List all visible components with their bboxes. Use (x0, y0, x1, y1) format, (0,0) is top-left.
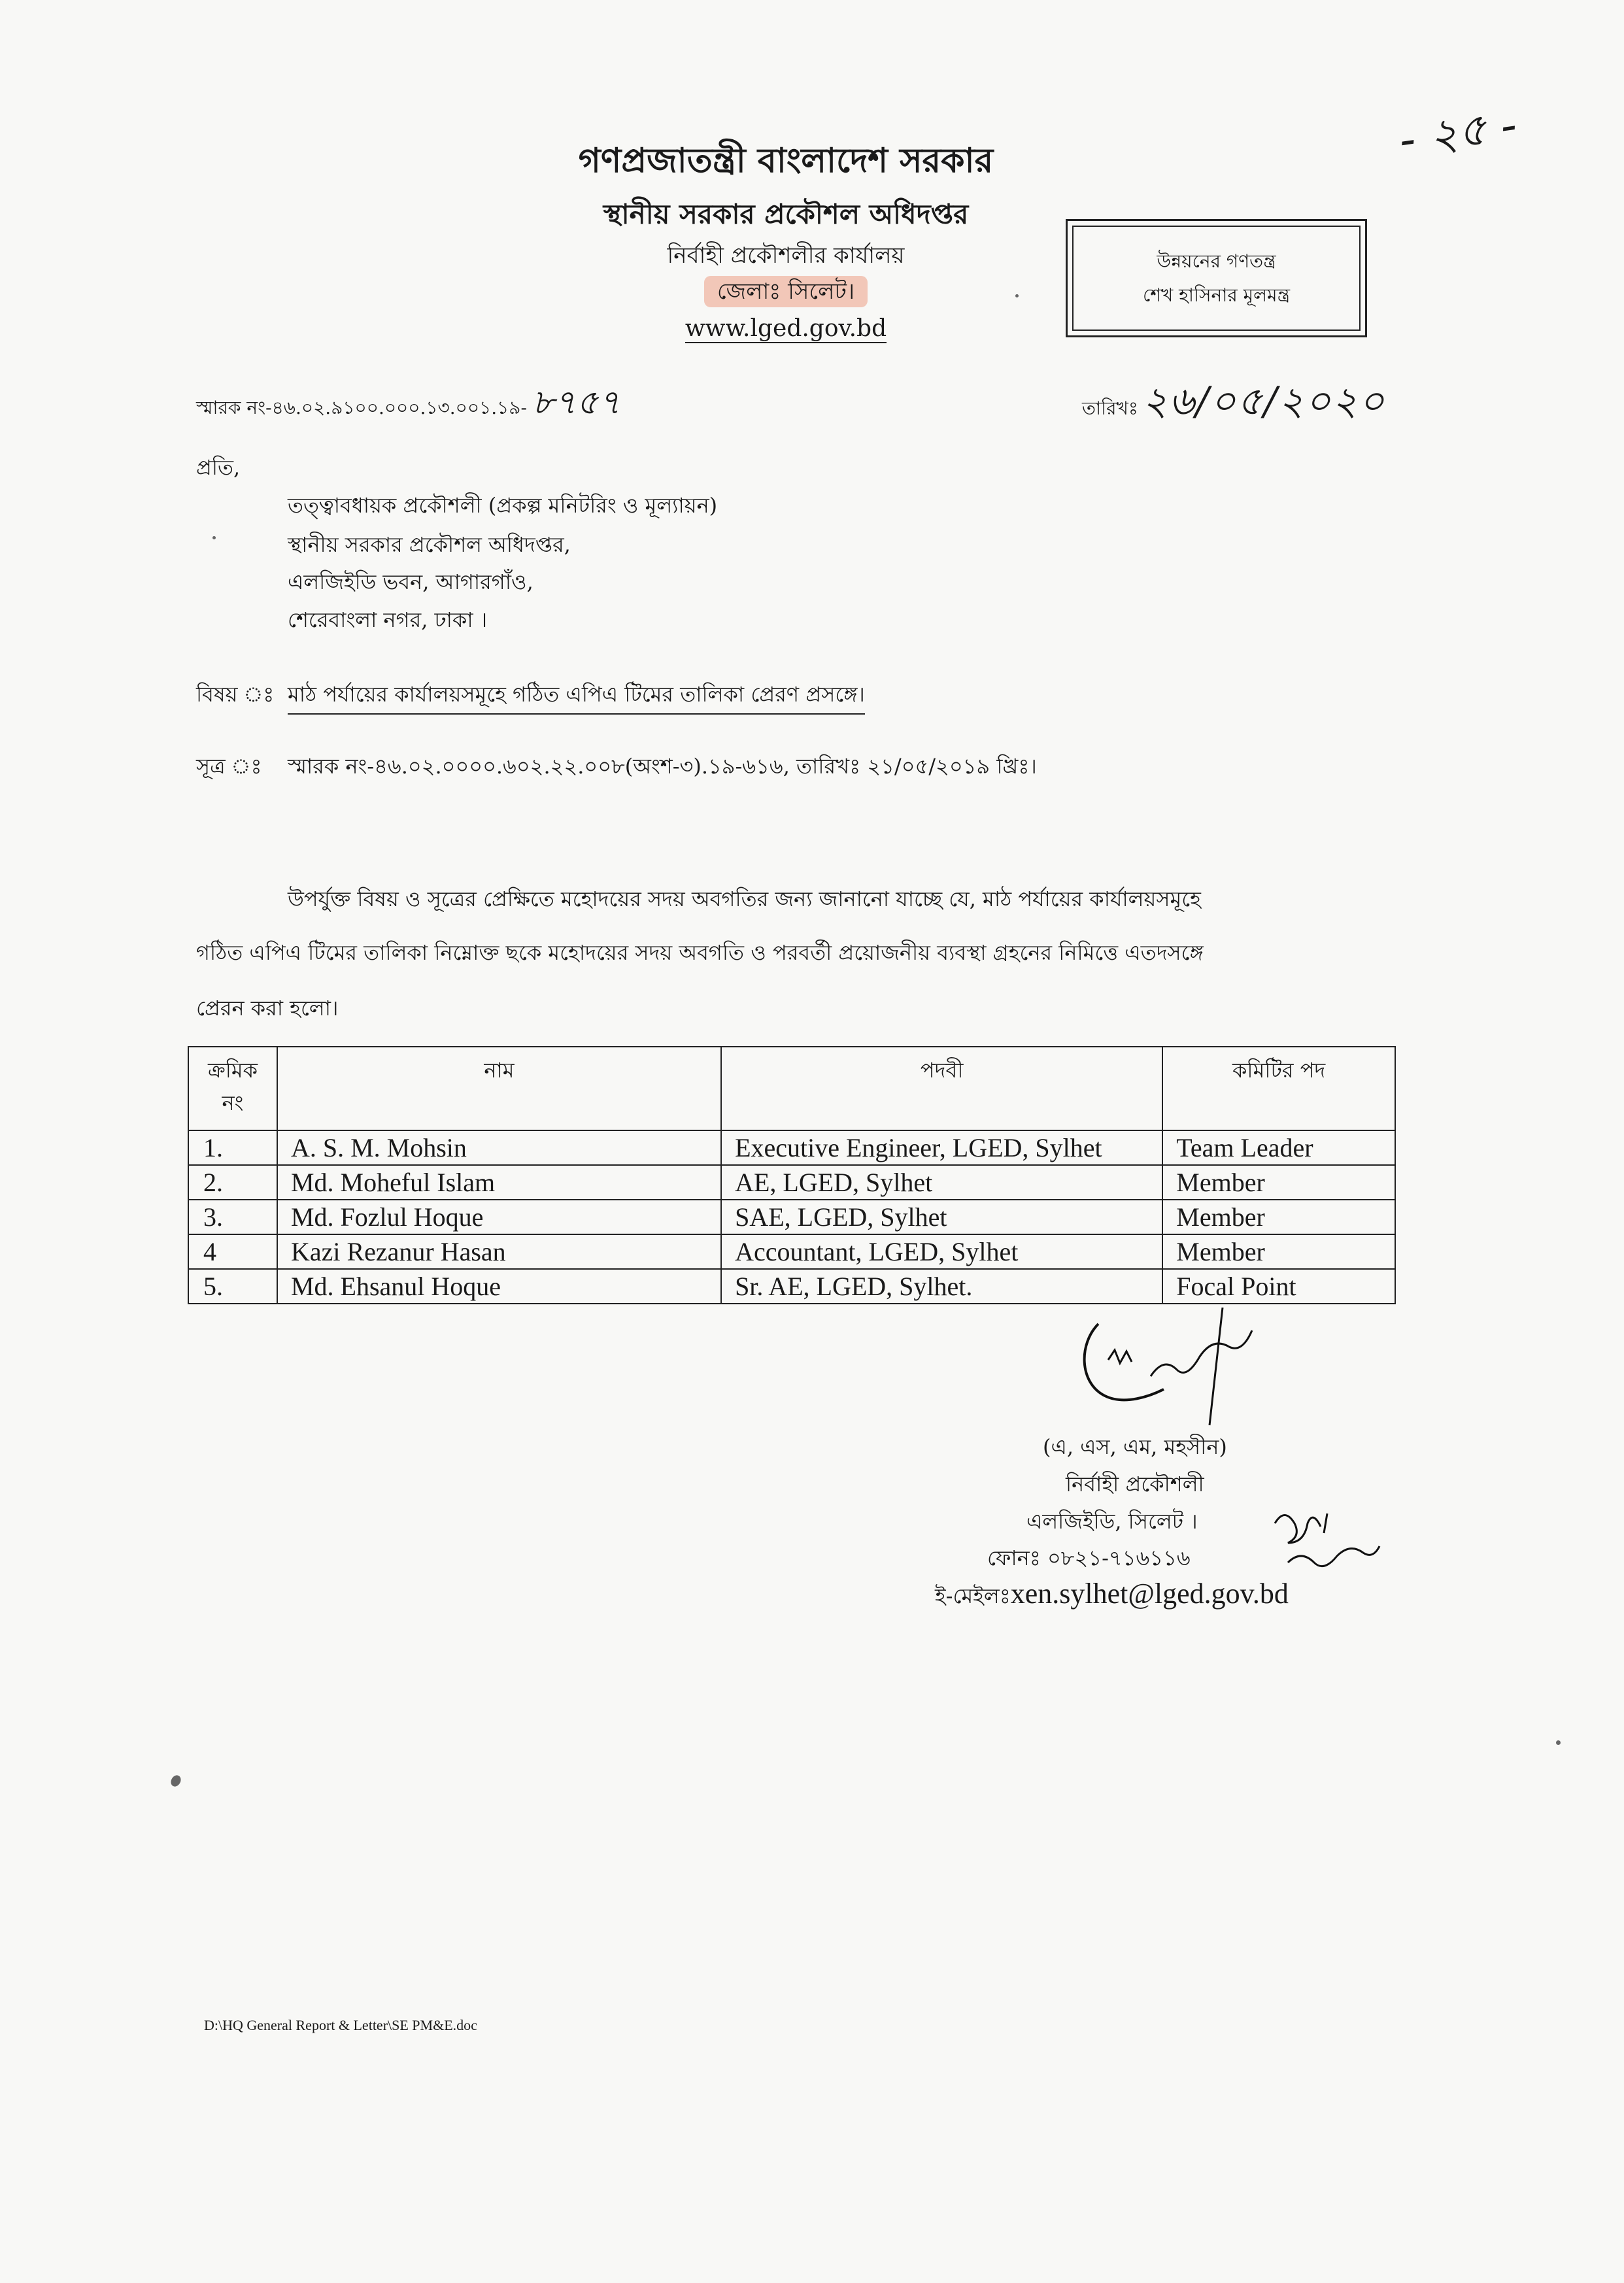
motto-line-1: উন্নয়নের গণতন্ত্র (1157, 250, 1276, 272)
email-label: ই-মেইলঃ (935, 1583, 1011, 1608)
signatory-office: এলজিইডি, সিলেট । (1026, 1509, 1198, 1534)
cell-designation: Accountant, LGED, Sylhet (721, 1234, 1162, 1269)
memo-date (1082, 371, 1385, 437)
memo-number-handwritten: ৮৭৫৭ (532, 383, 621, 422)
signatory-designation: নির্বাহী প্রকৌশলী (1066, 1472, 1204, 1497)
signature-scribble (1072, 1298, 1268, 1429)
district-highlight: জেলাঃ সিলেট। (704, 276, 868, 307)
header-committee-role: কমিটির পদ (1162, 1047, 1395, 1130)
table-row (188, 1200, 1395, 1234)
cell-name: Kazi Rezanur Hasan (277, 1234, 721, 1269)
government-title: গণপ্রজাতন্ত্রী বাংলাদেশ সরকার (578, 141, 994, 180)
cell-role: Team Leader (1162, 1130, 1395, 1165)
signatory-name: (এ, এস, এম, মহসীন) (1043, 1434, 1227, 1459)
cell-role: Member (1162, 1165, 1395, 1200)
cell-serial: 5. (188, 1269, 277, 1304)
cell-designation: Sr. AE, LGED, Sylhet. (721, 1269, 1162, 1304)
date-label: তারিখঃ (1082, 397, 1138, 419)
website-link[interactable]: www.lged.gov.bd (685, 315, 887, 342)
email-address[interactable]: xen.sylhet@lged.gov.bd (1010, 1578, 1289, 1610)
scan-speck (212, 536, 216, 539)
cell-name: Md. Fozlul Hoque (277, 1200, 721, 1234)
body-paragraph-line: প্রেরন করা হলো। (196, 996, 339, 1021)
table-row (188, 1234, 1395, 1269)
page-number-handwritten: - ২৫ - (1395, 99, 1520, 167)
cell-serial: 3. (188, 1200, 277, 1234)
table-row (188, 1130, 1395, 1165)
reference-label: সূত্র ঃ (196, 754, 262, 779)
to-label: প্রতি, (196, 455, 241, 480)
cell-designation: AE, LGED, Sylhet (721, 1165, 1162, 1200)
recipient-line: তত্ত্বাবধায়ক প্রকৌশলী (প্রকল্প মনিটরিং ও মূল্যায়ন) (288, 493, 718, 518)
department-name: স্থানীয় সরকার প্রকৌশল অধিদপ্তর (603, 198, 969, 230)
motto-box (1066, 219, 1367, 337)
cell-role: Focal Point (1162, 1269, 1395, 1304)
date-handwritten: ২৬/০৫/২০২০ (1142, 379, 1386, 424)
cell-designation: Executive Engineer, LGED, Sylhet (721, 1130, 1162, 1165)
header-designation: পদবী (721, 1047, 1162, 1130)
header-name: নাম (277, 1047, 721, 1130)
body-paragraph-line: উপর্যুক্ত বিষয় ও সূত্রের প্রেক্ষিতে মহোদয়ের সদয় অবগতির জন্য জানানো যাচ্ছে যে, মাঠ পর্যায়ের কার্যালয়সমূহে (288, 887, 1201, 911)
cell-name: Md. Moheful Islam (277, 1165, 721, 1200)
subject-label: বিষয় ঃ (196, 682, 275, 707)
memo-number (196, 376, 620, 433)
initials-scribble (1262, 1497, 1386, 1589)
scan-speck (1015, 294, 1019, 297)
scan-speck (169, 1774, 182, 1789)
table-header-row (188, 1047, 1395, 1130)
header-serial: ক্রমিক নং (188, 1047, 277, 1130)
cell-serial: 2. (188, 1165, 277, 1200)
cell-designation: SAE, LGED, Sylhet (721, 1200, 1162, 1234)
motto-line-2: শেখ হাসিনার মূলমন্ত্র (1142, 284, 1291, 306)
recipient-line: স্থানীয় সরকার প্রকৌশল অধিদপ্তর, (288, 532, 571, 557)
cell-serial: 1. (188, 1130, 277, 1165)
cell-name: Md. Ehsanul Hoque (277, 1269, 721, 1304)
cell-role: Member (1162, 1200, 1395, 1234)
cell-role: Member (1162, 1234, 1395, 1269)
recipient-line: এলজিইডি ভবন, আগারগাঁও, (288, 569, 533, 594)
file-path-footer: D:\HQ General Report & Letter\SE PM&E.doc (204, 2017, 477, 2033)
recipient-line: শেরেবাংলা নগর, ঢাকা । (288, 607, 488, 632)
cell-name: A. S. M. Mohsin (277, 1130, 721, 1165)
table-row (188, 1165, 1395, 1200)
signatory-phone: ফোনঃ ০৮২১-৭১৬১১৬ (987, 1546, 1191, 1570)
signatory-email (935, 1577, 1289, 1615)
office-name: নির্বাহী প্রকৌশলীর কার্যালয় (667, 243, 905, 269)
scan-speck (1556, 1740, 1561, 1745)
reference-text: স্মারক নং-৪৬.০২.০০০০.৬০২.২২.০০৮(অংশ-৩).১৯-৬১৬, তারিখঃ ২১/০৫/২০১৯ খ্রিঃ। (288, 754, 1037, 779)
body-paragraph-line: গঠিত এপিএ টিমের তালিকা নিম্নোক্ত ছকে মহোদয়ের সদয় অবগতি ও পরবর্তী প্রয়োজনীয় ব্যবস্থা গ্রহনের নিমিত্তে এতদসঙ্গে (196, 940, 1204, 965)
subject-text: মাঠ পর্যায়ের কার্যালয়সমূহে গঠিত এপিএ টিমের তালিকা প্রেরণ প্রসঙ্গে। (288, 678, 865, 715)
memo-label: স্মারক নং-৪৬.০২.৯১০০.০০০.১৩.০০১.১৯- (196, 397, 527, 418)
cell-serial: 4 (188, 1234, 277, 1269)
apa-team-table (188, 1046, 1396, 1304)
